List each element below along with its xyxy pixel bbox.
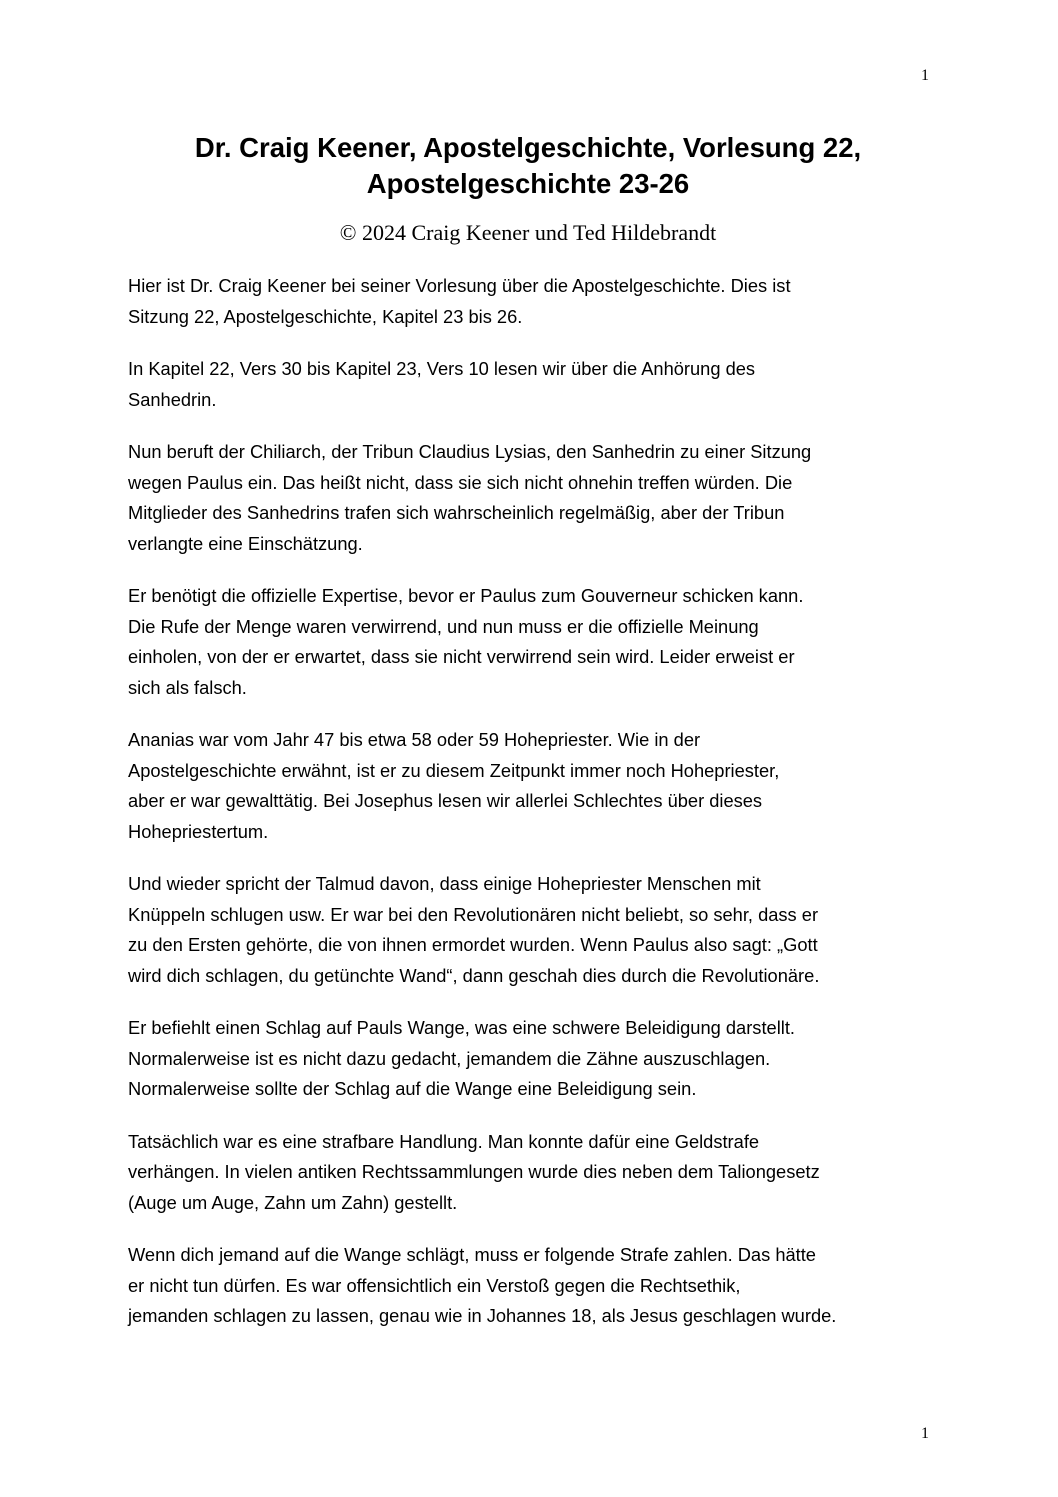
paragraph: In Kapitel 22, Vers 30 bis Kapitel 23, Vers 10 lesen wir über die Anhörung des Sanhedrin. bbox=[128, 358, 756, 410]
footer-page-number: 1 bbox=[921, 1425, 929, 1442]
paragraph: Er benötigt die offizielle Expertise, bevor er Paulus zum Gouverneur schicken kann. Die Rufe der Menge waren verwirrend, und nun muss er die offizielle Meinung einholen, von der er erwartet, dass sie nicht verwirrend sein wird. Leider erweist er sich als falsch. bbox=[128, 585, 804, 698]
body-text bbox=[128, 271, 938, 1354]
paragraph: Tatsächlich war es eine strafbare Handlung. Man konnte dafür eine Geldstrafe verhängen. In vielen antiken Rechtssammlungen wurde dies neben dem Taliongesetz (Auge um Auge, Zahn um Zahn) gestellt. bbox=[128, 1130, 820, 1213]
copyright-line: © 2024 Craig Keener und Ted Hildebrandt bbox=[339, 220, 717, 245]
paragraph: Wenn dich jemand auf die Wange schlägt, muss er folgende Strafe zahlen. Das hätte er nicht tun dürfen. Es war offensichtlich ein Verstoß gegen die Rechtsethik, jemanden schlagen zu lassen, genau wie in Johannes 18, als Jesus geschlagen wurde. bbox=[128, 1244, 837, 1326]
document-title bbox=[128, 130, 928, 202]
title-text: Dr. Craig Keener, Apostelgeschichte, Vorlesung 22, Apostelgeschichte 23-26 bbox=[194, 132, 862, 199]
paragraph: Und wieder spricht der Talmud davon, dass einige Hohepriester Menschen mit Knüppeln schlugen usw. Er war bei den Revolutionären nicht beliebt, so sehr, dass er zu den Ersten gehörte, die von ihnen ermordet wurden. Wenn Paulus also sagt: „Gott wird dich schlagen, du getünchte Wand“, dann geschah dies durch die Revolutionäre. bbox=[128, 873, 820, 986]
paragraph: Ananias war vom Jahr 47 bis etwa 58 oder 59 Hohepriester. Wie in der Apostelgeschichte erwähnt, ist er zu diesem Zeitpunkt immer noch Hohepriester, aber er war gewalttätig. Bei Josephus lesen wir allerlei Schlechtes über dieses Hohepriestertum. bbox=[128, 729, 780, 842]
paragraph: Er befiehlt einen Schlag auf Pauls Wange, was eine schwere Beleidigung darstellt. Normalerweise ist es nicht dazu gedacht, jemandem die Zähne auszuschlagen. Normalerweise sollte der Schlag auf die Wange eine Beleidigung sein. bbox=[128, 1017, 795, 1099]
paragraph: Hier ist Dr. Craig Keener bei seiner Vorlesung über die Apostelgeschichte. Dies ist Sitzung 22, Apostelgeschichte, Kapitel 23 bis 26. bbox=[128, 275, 791, 327]
header-page-number: 1 bbox=[921, 67, 929, 84]
paragraph: Nun beruft der Chiliarch, der Tribun Claudius Lysias, den Sanhedrin zu einer Sitzung wegen Paulus ein. Das heißt nicht, dass sie sich nicht ohnehin treffen würden. Die Mitglieder des Sanhedrins trafen sich wahrscheinlich regelmäßig, aber der Tribun verlangte eine Einschätzung. bbox=[128, 441, 812, 554]
